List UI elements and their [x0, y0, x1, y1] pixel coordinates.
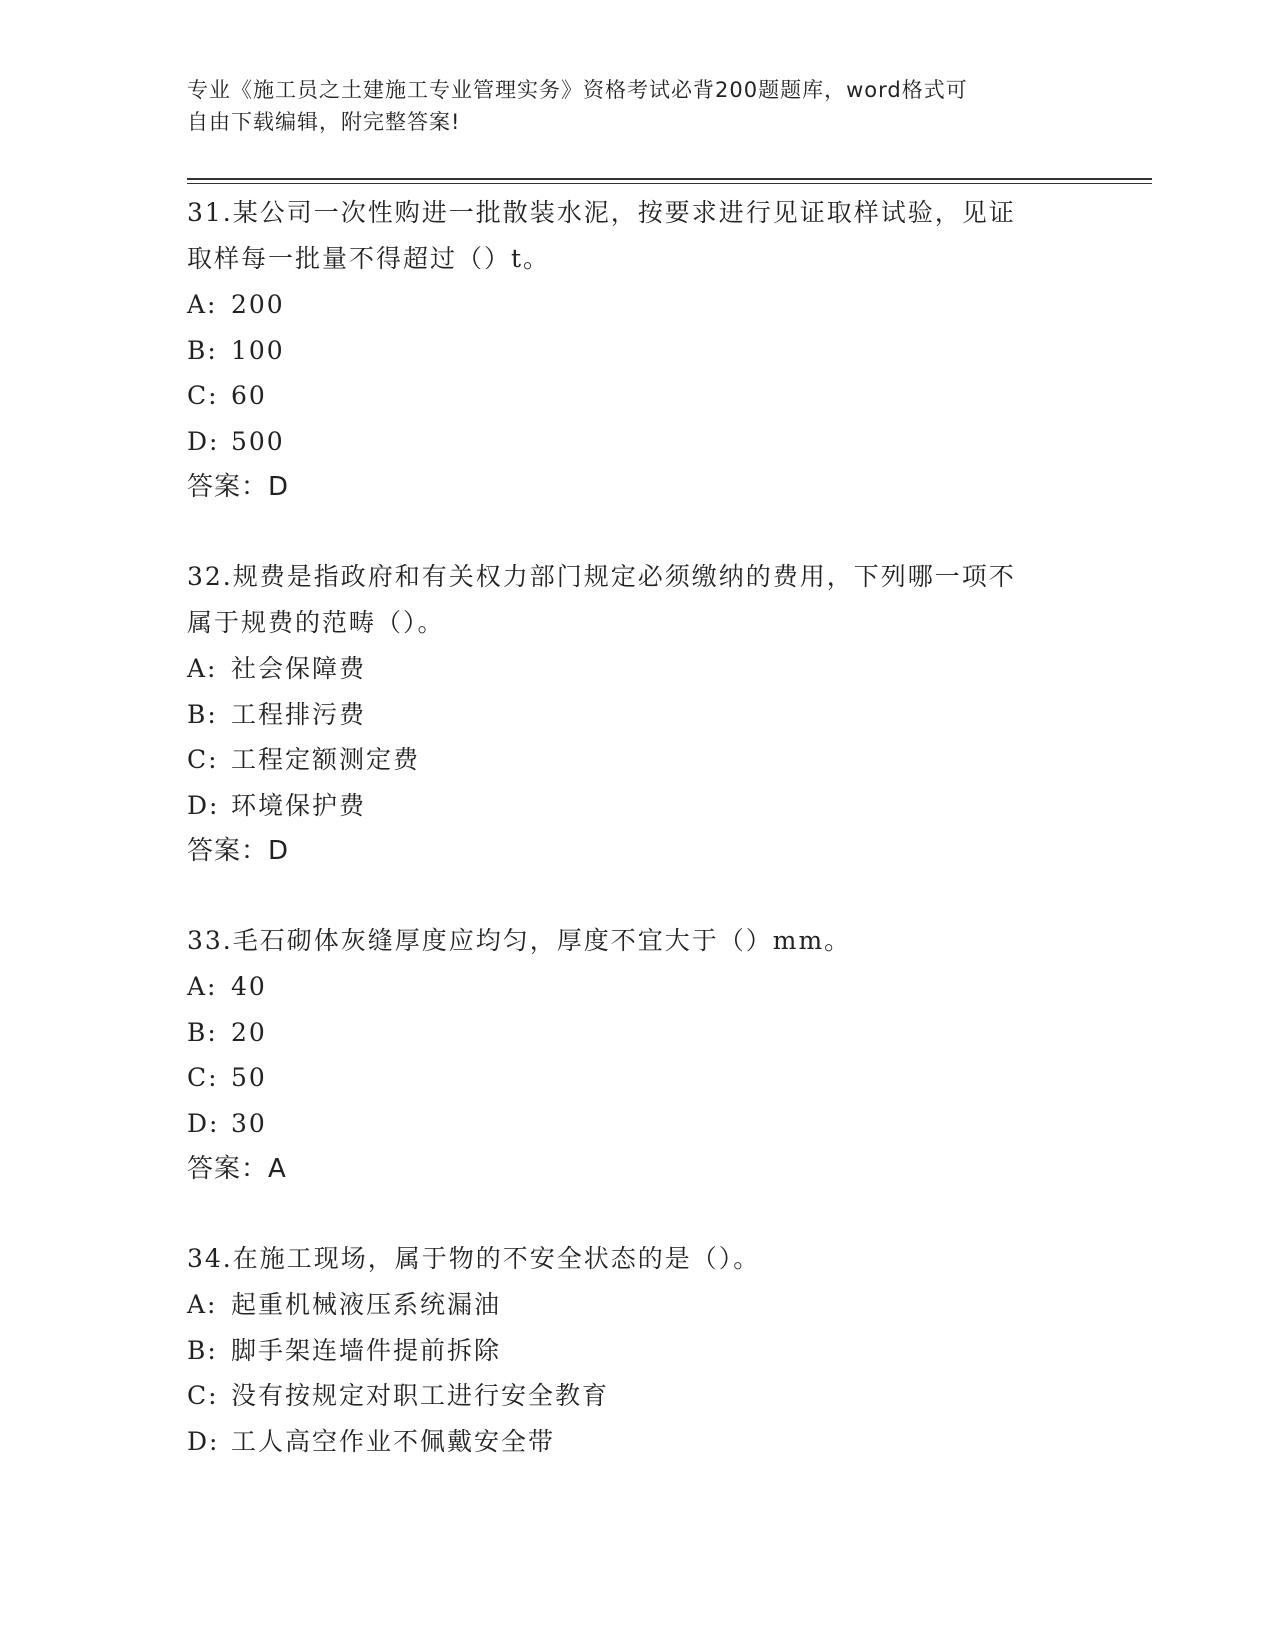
option-b: [187, 1010, 1087, 1056]
option-letter: A:: [187, 290, 218, 319]
option-text: 工人高空作业不佩戴安全带: [231, 1426, 556, 1456]
option-a: [187, 1282, 1087, 1328]
option-letter: B:: [187, 1335, 218, 1365]
option-letter: B:: [187, 1017, 218, 1047]
option-text: 40: [231, 972, 267, 1001]
question-text-line: 34.在施工现场，属于物的不安全状态的是（）。: [187, 1244, 761, 1273]
option-c: [187, 1055, 1087, 1101]
answer: 答案：D: [187, 472, 290, 502]
option-text: 20: [231, 1017, 267, 1047]
answer: 答案：D: [187, 836, 290, 866]
option-a: [187, 964, 1087, 1010]
option-a: [187, 646, 1087, 692]
option-letter: D:: [187, 1108, 220, 1138]
question-list: [187, 190, 1087, 1508]
header-divider-thick: [187, 178, 1152, 180]
option-letter: D:: [187, 1426, 220, 1456]
option-d: [187, 783, 1087, 829]
option-text: 工程定额测定费: [231, 745, 421, 774]
option-b: [187, 1328, 1087, 1374]
option-letter: A:: [187, 1290, 218, 1319]
question-33: [187, 918, 1087, 1192]
question-34: [187, 1236, 1087, 1464]
question-32: [187, 554, 1087, 874]
option-text: 起重机械液压系统漏油: [231, 1290, 502, 1319]
option-c: [187, 737, 1087, 783]
option-text: 100: [231, 335, 285, 365]
question-text-line: 33.毛石砌体灰缝厚度应均匀，厚度不宜大于（）mm。: [187, 926, 852, 955]
question-text: [187, 190, 1087, 282]
question-31: [187, 190, 1087, 510]
option-letter: C:: [187, 1063, 219, 1092]
option-letter: A:: [187, 654, 218, 683]
question-text: [187, 1236, 1087, 1282]
option-b: [187, 692, 1087, 738]
question-text: [187, 918, 1087, 964]
header-line-2: 自由下载编辑，附完整答案!: [187, 110, 461, 134]
option-letter: D:: [187, 790, 220, 820]
option-letter: B:: [187, 335, 218, 365]
document-header: [187, 74, 1067, 138]
answer: 答案：A: [187, 1154, 287, 1184]
option-text: 500: [231, 426, 285, 456]
option-letter: C:: [187, 1381, 219, 1410]
option-letter: B:: [187, 699, 218, 729]
header-divider-thin: [187, 183, 1152, 184]
option-letter: D:: [187, 426, 220, 456]
option-text: 脚手架连墙件提前拆除: [231, 1335, 502, 1365]
header-line-1: 专业《施工员之土建施工专业管理实务》资格考试必背200题题库，word格式可: [187, 78, 968, 102]
question-text-line: 属于规费的范畴（）。: [187, 608, 445, 637]
option-d: [187, 419, 1087, 465]
option-d: [187, 1419, 1087, 1465]
option-c: [187, 1373, 1087, 1419]
question-text-line: 取样每一批量不得超过（）t。: [187, 244, 551, 273]
option-text: 200: [231, 290, 285, 319]
option-text: 环境保护费: [231, 790, 367, 820]
option-b: [187, 328, 1087, 374]
option-text: 社会保障费: [231, 654, 367, 683]
option-text: 没有按规定对职工进行安全教育: [231, 1381, 610, 1410]
option-text: 60: [231, 381, 267, 410]
option-d: [187, 1101, 1087, 1147]
option-text: 工程排污费: [231, 699, 367, 729]
option-letter: C:: [187, 745, 219, 774]
question-text-line: 31.某公司一次性购进一批散装水泥，按要求进行见证取样试验，见证: [187, 198, 1016, 227]
option-text: 30: [231, 1108, 267, 1138]
option-letter: A:: [187, 972, 218, 1001]
question-text: [187, 554, 1087, 646]
question-text-line: 32.规费是指政府和有关权力部门规定必须缴纳的费用，下列哪一项不: [187, 562, 1016, 591]
option-text: 50: [231, 1063, 267, 1092]
option-c: [187, 373, 1087, 419]
option-a: [187, 282, 1087, 328]
option-letter: C:: [187, 381, 219, 410]
